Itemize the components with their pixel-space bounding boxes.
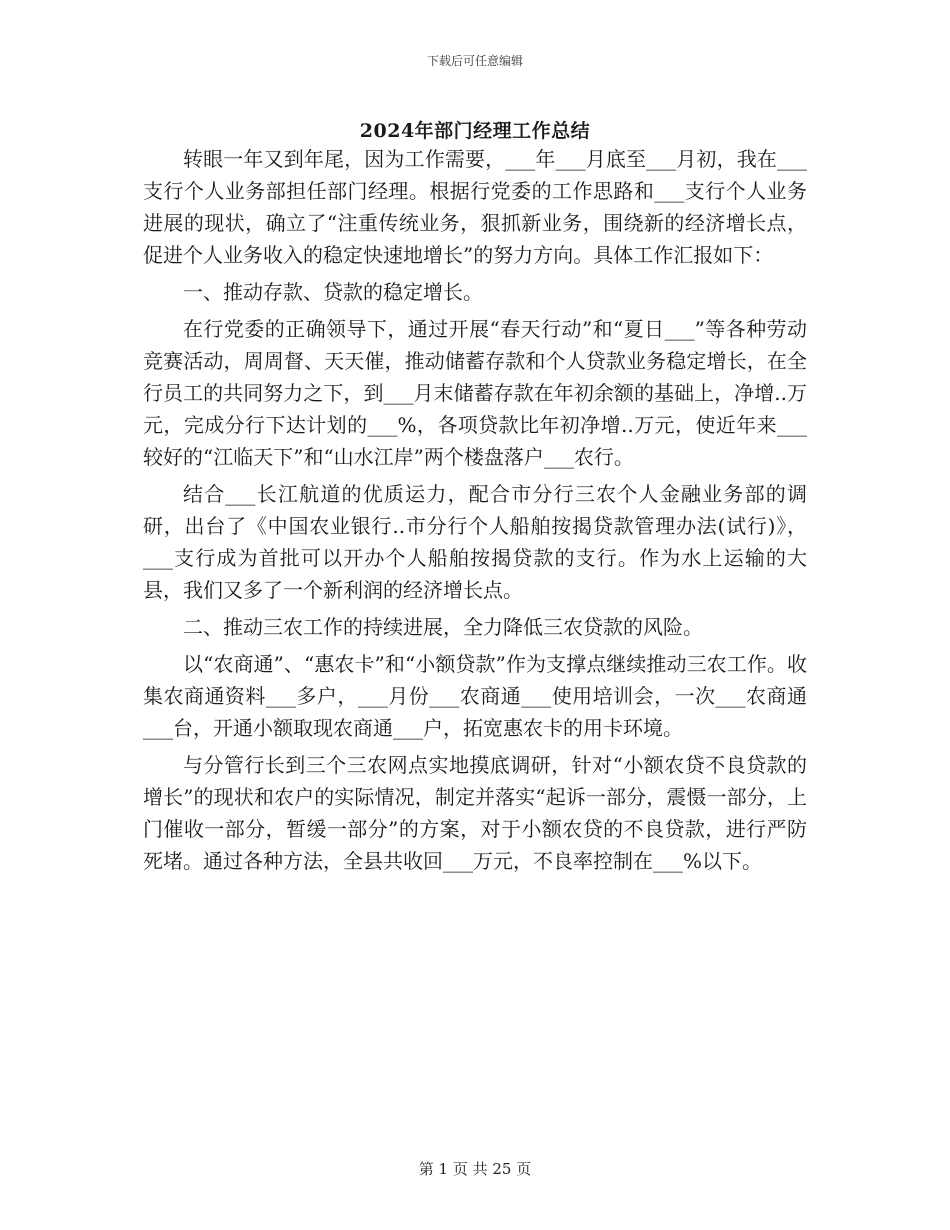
paragraph-intro: 转眼一年又到年尾，因为工作需要，___年___月底至___月初，我在___支行个人业务部担任部门经理。根据行党委的工作思路和___支行个人业务进展的现状，确立了“注重传统业务，狠抓新业务，围绕新的经济增长点，促进个人业务收入的稳定快速地增长”的努力方向。具体工作汇报如下： xyxy=(143,147,807,267)
document-title: 2024年部门经理工作总结 xyxy=(359,120,591,142)
section-heading-2: 二、推动三农工作的持续进展，全力降低三农贷款的风险。 xyxy=(183,615,703,639)
page-number: 第 1 页 共 25 页 xyxy=(418,1160,532,1178)
section-heading-1: 一、推动存款、贷款的稳定增长。 xyxy=(183,280,483,304)
document-body xyxy=(143,143,807,877)
header-note: 下载后可任意编辑 xyxy=(426,54,523,68)
paragraph-deposits: 在行党委的正确领导下，通过开展“春天行动”和“夏日___”等各种劳动竞赛活动，周周督、天天催，推动储蓄存款和个人贷款业务稳定增长，在全行员工的共同努力之下，到___月末储蓄存款在年初余额的基础上，净增..万元，完成分行下达计划的___%，各项贷款比年初净增..万元，使近年来___较好的“江临天下”和“山水江岸”两个楼盘落户___农行。 xyxy=(143,317,807,469)
paragraph-risk-control: 与分管行长到三个三农网点实地摸底调研，针对“小额农贷不良贷款的增长”的现状和农户的实际情况，制定并落实“起诉一部分，震慑一部分，上门催收一部分，暂缓一部分”的方案，对于小额农贷的不良贷款，进行严防死堵。通过各种方法，全县共收回___万元，不良率控制在___%以下。 xyxy=(143,753,807,873)
paragraph-rural-work: 以“农商通”、“惠农卡”和“小额贷款”作为支撑点继续推动三农工作。收集农商通资料___多户，___月份___农商通___使用培训会，一次___农商通___台，开通小额取现农商通___户，拓宽惠农卡的用卡环境。 xyxy=(143,652,807,740)
paragraph-shipping-loans: 结合___长江航道的优质运力，配合市分行三农个人金融业务部的调研，出台了《中国农业银行..市分行个人船舶按揭贷款管理办法(试行)》，___支行成为首批可以开办个人船舶按揭贷款的支行。作为水上运输的大县，我们又多了一个新利润的经济增长点。 xyxy=(143,482,807,602)
